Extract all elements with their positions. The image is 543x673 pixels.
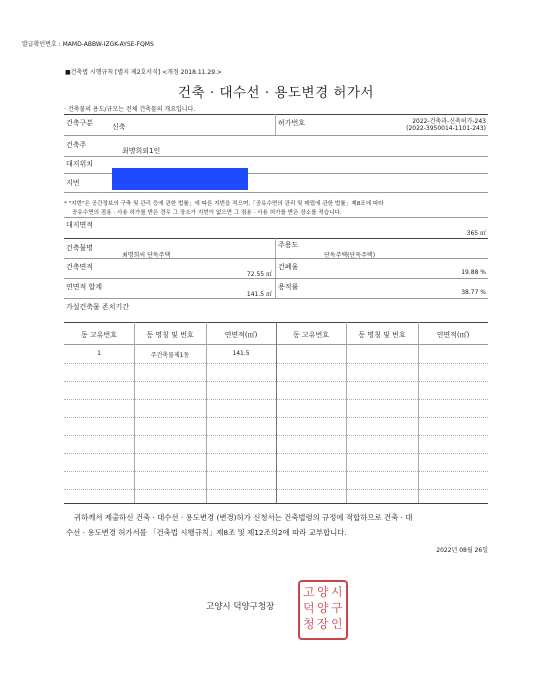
page-subtitle: · 건축물의 용도/규모는 전체 건축물의 개요입니다.	[64, 106, 196, 113]
site-area-value: 365 ㎡	[466, 230, 486, 237]
coverage-value: 19.88 %	[461, 269, 486, 276]
issue-number: 발급확인번호 : MAMD-ABBW-IZGK-AYSE-FQMS	[22, 41, 154, 48]
coverage-label: 건폐율	[278, 263, 299, 271]
form-reference: ■건축법 시행규칙 [별지 제2호서식] <개정 2018.11.29.>	[65, 69, 222, 76]
total-floor-label: 연면적 합계	[66, 283, 103, 291]
official-seal: 고 양 시 덕 양 구 청 장 인	[298, 580, 348, 640]
building-name-label: 건축물명	[66, 244, 94, 252]
building-name-value: 최명희씨 단독주택	[122, 252, 171, 259]
table-header-cell: 연면적(㎡)	[436, 331, 470, 339]
table-header-cell: 연면적(㎡)	[224, 331, 258, 339]
main-use-label: 주용도	[278, 241, 299, 249]
table-header-cell: 동 고유번호	[80, 331, 118, 339]
building-area-label: 건축면적	[66, 263, 94, 271]
owner-label: 건축주	[66, 141, 87, 149]
lot-note-line2: 공유수면의 점용 · 사용 허가를 받은 경우 그 장소가 지번이 없으면 그 점용 · 사용 허가를 받은 장소를 적습니다.	[72, 210, 342, 216]
category-value: 신축	[112, 123, 126, 131]
building-area-value: 72.55 ㎡	[246, 271, 272, 278]
far-value: 38.77 %	[461, 289, 486, 296]
permit-label: 허가번호	[278, 119, 306, 127]
table-row-cell: 주건축물제1동	[150, 352, 190, 359]
permit-number: 2022-건축과-신축허가-243	[412, 118, 486, 125]
statement-line1: 귀하께서 제출하신 건축 · 대수선 · 용도변경 (변경)허가 신청서는 건축법령의 규정에 적합하므로 건축 · 대	[74, 513, 413, 522]
lot-note-line1: * "지번"은 공간정보의 구축 및 관리 등에 관한 법률」에 따른 지번을 적으며,「공유수면의 관리 및 매립에 관한 법률」제8조에 따라	[64, 201, 384, 207]
site-area-label: 대지면적	[66, 221, 94, 229]
statement-line2: 수선 · 용도변경 허가서를 「건축법 시행규칙」제8조 및 제12조의2에 따라 교부합니다.	[66, 528, 347, 537]
issue-date: 2022년 08월 26일	[436, 547, 488, 554]
table-row-cell: 1	[97, 350, 101, 357]
redacted-address	[112, 168, 248, 190]
far-label: 용적률	[278, 283, 299, 291]
main-use-value: 단독주택(단독주택)	[324, 252, 376, 259]
permit-number-detail: (2022-3950014-1101-243)	[406, 125, 486, 132]
lot-label: 지번	[66, 179, 80, 187]
location-label: 대지위치	[66, 160, 94, 168]
table-header-cell: 동 명칭 및 번호	[358, 331, 406, 339]
table-header-cell: 동 고유번호	[292, 331, 330, 339]
temp-building-label: 가설건축물 존치기간	[66, 303, 130, 311]
owner-value: 최명희외1인	[122, 147, 161, 155]
total-floor-value: 141.5 ㎡	[246, 291, 272, 298]
issuer-name: 고양시 덕양구청장	[206, 602, 275, 612]
page-title: 건축 · 대수선 · 용도변경 허가서	[178, 85, 375, 101]
table-row-cell: 141.5	[232, 350, 250, 357]
table-header-cell: 동 명칭 및 번호	[146, 331, 194, 339]
category-label: 건축구분	[66, 119, 94, 127]
